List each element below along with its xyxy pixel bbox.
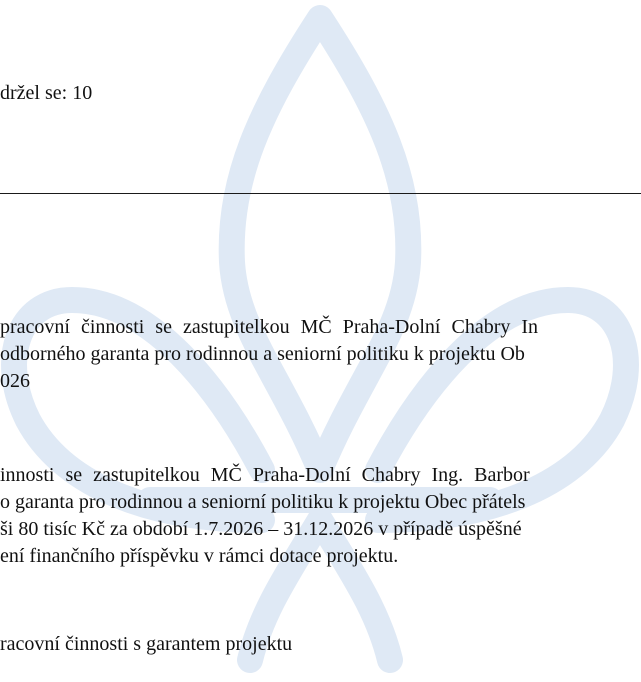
paragraph-1-line-1: pracovní činnosti se zastupitelkou MČ Praha-Dolní Chabry In bbox=[0, 316, 539, 338]
paragraph-1-line-3: 026 bbox=[0, 370, 30, 392]
paragraph-1-line-2: odborného garanta pro rodinnou a seniorní politiku k projektu Ob bbox=[0, 343, 525, 365]
section-divider bbox=[0, 193, 641, 194]
paragraph-3-line-1: racovní činnosti s garantem projektu bbox=[0, 633, 293, 655]
paragraph-2-line-2: o garanta pro rodinnou a seniorní politiku k projektu Obec přátels bbox=[0, 491, 526, 513]
paragraph-2-line-4: ení finančního příspěvku v rámci dotace projektu. bbox=[0, 545, 399, 567]
vote-abstained-line: držel se: 10 bbox=[0, 82, 93, 104]
paragraph-2-line-3: ši 80 tisíc Kč za období 1.7.2026 – 31.12.2026 v případě úspěšné bbox=[0, 518, 522, 540]
paragraph-2-line-1: innosti se zastupitelkou MČ Praha-Dolní Chabry Ing. Barbor bbox=[0, 464, 530, 486]
